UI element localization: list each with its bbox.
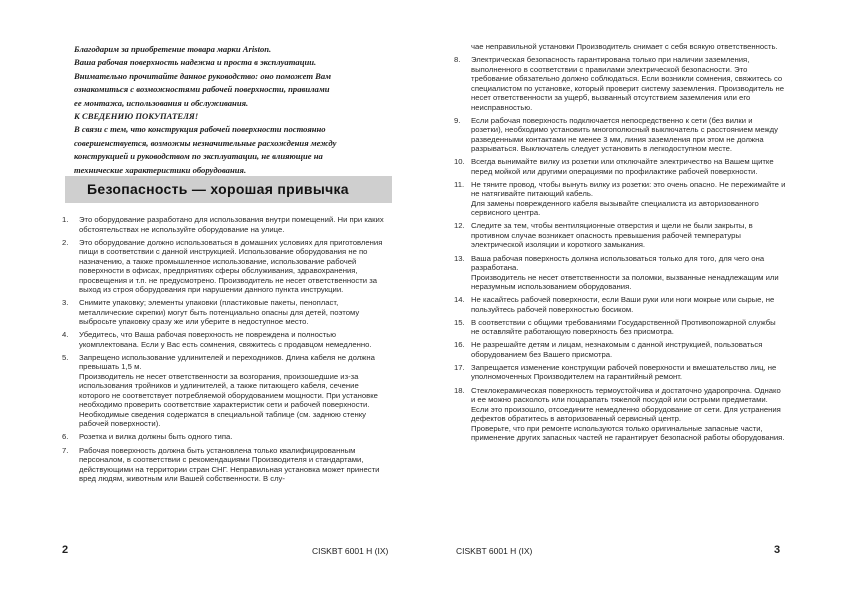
item-text: Не касайтесь рабочей поверхности, если Ваши руки или ноги мокрые или сырые, не пользуйтесь рабочей поверхностью босиком. bbox=[471, 295, 775, 314]
intro-line: ее монтажа, использования и обслуживания. bbox=[74, 97, 249, 108]
intro-line: ознакомиться с возможностями рабочей поверхности, правилами bbox=[74, 84, 330, 95]
item-text: Всегда вынимайте вилку из розетки или отключайте электричество на Вашем щитке перед мойкой или другими операциями по профилактике рабочей поверхности. bbox=[471, 157, 774, 176]
item-text: Запрещается изменение конструкции рабочей поверхности и вмешательство лиц, не уполномоченных Производителем на гарантийный ремонт. bbox=[471, 362, 777, 382]
safety-item bbox=[454, 318, 786, 337]
item-number: 15. bbox=[454, 317, 465, 327]
intro-paragraph bbox=[74, 43, 394, 110]
item-subtext: Производитель не несет ответственности за возгорания, произошедшие из-за использования тройников и удлинителей, а также питающего кабеля, сечение которого не соответствует потребляемой оборудованием мощности. При установке необходимо проверить соответствие характеристик сети и рабочей поверхности. Необходимые сведения содержатся в специальной таблице (см. заднюю стенку рабочей поверхности). bbox=[79, 371, 378, 429]
model-label-left: CISKBT 6001 H (IX) bbox=[312, 546, 389, 556]
item-text: Электрическая безопасность гарантирована только при наличии заземления, выполненного в соответствии с правилами электрической безопасности. Это требование обязательно должно соблюдаться. Если возникли сомнения, свяжитесь со специалистом по установке, который проверит систему заземления. Производитель не несет ответственности за ущерб, вызванный отсутствием заземления или его неисправностью. bbox=[471, 55, 785, 112]
item-number: 3. bbox=[62, 298, 69, 308]
safety-item bbox=[454, 254, 786, 292]
safety-list-right bbox=[454, 42, 786, 446]
intro-line: Благодарим за приобретение товара марки Ariston. bbox=[74, 44, 272, 54]
right-page bbox=[421, 0, 842, 595]
safety-item bbox=[454, 363, 786, 382]
item-number: 9. bbox=[454, 115, 461, 125]
safety-item bbox=[454, 386, 786, 443]
safety-item bbox=[62, 432, 388, 442]
safety-item bbox=[62, 446, 388, 484]
intro-line: совершенствуется, возможны незначительные расхождения между bbox=[74, 137, 337, 148]
item-text: В соответствии с общими требованиями Государственной Противопожарной службы не оставляйте работающую поверхность без присмотра. bbox=[471, 317, 776, 337]
item-text: Не разрешайте детям и лицам, незнакомым с данной инструкцией, пользоваться оборудованием без Вашего присмотра. bbox=[471, 340, 763, 359]
safety-item bbox=[454, 42, 786, 52]
intro-block bbox=[74, 43, 394, 177]
item-text: Если рабочая поверхность подключается непосредственно к сети (без вилки и розетки), необходимо установить многополюсный выключатель с расстоянием между разведенными контактами не менее 3 мм, линия заземления при этом не должна разрываться. Выключатель следует установить в легкодоступном месте. bbox=[471, 115, 778, 154]
item-number: 12. bbox=[454, 221, 465, 231]
item-number: 2. bbox=[62, 237, 69, 247]
model-label-right: CISKBT 6001 H (IX) bbox=[456, 546, 533, 556]
item-text: Это оборудование разработано для использования внутри помещений. Ни при каких обстоятельствах не используйте оборудование на улице. bbox=[79, 215, 384, 234]
item-number: 11. bbox=[454, 179, 465, 189]
item-number: 8. bbox=[454, 55, 461, 65]
intro-line: Внимательно прочитайте данное руководство: оно поможет Вам bbox=[74, 70, 332, 81]
item-text: Запрещено использование удлинителей и переходников. Длина кабеля не должна превышать 1,5 м. bbox=[79, 352, 375, 372]
intro-notice bbox=[74, 123, 394, 177]
safety-item bbox=[62, 330, 388, 349]
item-number: 7. bbox=[62, 445, 69, 455]
safety-item bbox=[62, 215, 388, 234]
item-number: 10. bbox=[454, 157, 465, 167]
page-number-left: 2 bbox=[62, 544, 69, 556]
item-text: Следите за тем, чтобы вентиляционные отверстия и щели не были закрыты, в противном случае возникает опасность превышения рабочей температуры электрической изоляции и короткого замыкания. bbox=[471, 221, 753, 250]
item-number: 17. bbox=[454, 362, 465, 372]
item-text: чае неправильной установки Производитель снимает с себя всякую ответственность. bbox=[471, 42, 778, 51]
safety-item bbox=[454, 180, 786, 218]
item-number: 4. bbox=[62, 330, 69, 340]
safety-item bbox=[62, 353, 388, 429]
item-subtext: Производитель не несет ответственности за поломки, вызванные ненадлежащим или неразумным использованием оборудования. bbox=[471, 272, 779, 292]
item-number: 1. bbox=[62, 215, 69, 224]
item-text: Розетка и вилка должны быть одного типа. bbox=[79, 432, 233, 442]
section-title: Безопасность — хорошая привычка bbox=[65, 176, 392, 203]
intro-line: В связи с тем, что конструкция рабочей поверхности постоянно bbox=[74, 124, 326, 135]
intro-heading: К СВЕДЕНИЮ ПОКУПАТЕЛЯ! bbox=[74, 111, 199, 122]
safety-item bbox=[454, 55, 786, 112]
item-text: Стеклокерамическая поверхность термоустойчива и достаточно ударопрочна. Однако и ее можно расколоть или поцарапать тяжелой посудой или острыми предметами. Если это произошло, отсоедините немедленно оборудование от сети. Для устранения дефектов обратитесь в авторизованный сервисный центр. bbox=[471, 385, 781, 424]
page-number-right: 3 bbox=[774, 544, 781, 556]
item-text: Не тяните провод, чтобы вынуть вилку из розетки: это очень опасно. Не пережимайте и не натягивайте питающий кабель. bbox=[471, 179, 786, 199]
item-number: 16. bbox=[454, 340, 465, 350]
item-number: 18. bbox=[454, 385, 465, 395]
item-number: 6. bbox=[62, 432, 69, 442]
safety-item bbox=[454, 157, 786, 176]
item-text: Это оборудование должно использоваться в домашних условиях для приготовления пищи в соответствии с данной инструкцией. Использование оборудования не по назначению, а также промышленное использование, использование рабочей поверхности в офисах, предприятиях сферы обслуживания, здравохранения, просвещения и т.п. не предусмотрено. Производитель не несет ответственности за выход из строя оборудования при нарушении данного пункта инструкции. bbox=[79, 237, 383, 295]
safety-list-left bbox=[62, 215, 388, 487]
item-subtext: Для замены поврежденного кабеля вызывайте специалиста из авторизованного сервисного центра. bbox=[471, 198, 759, 218]
intro-line: технические характеристики оборудования. bbox=[74, 164, 247, 175]
safety-item bbox=[454, 295, 786, 314]
item-number: 5. bbox=[62, 352, 69, 362]
item-subtext: Проверьте, что при ремонте используются только оригинальные запасные части, применение других запасных частей не гарантирует безопасной работы оборудования. bbox=[471, 423, 785, 443]
safety-item bbox=[62, 238, 388, 295]
intro-line: Ваша рабочая поверхность надежна и проста в эксплуатации. bbox=[74, 57, 317, 68]
item-text: Рабочая поверхность должна быть установлена только квалифицированным персоналом, в соответствии с рекомендациями Производителя и стандартами, действующими на территории стран СНГ. Неправильная установка может принести вред людям, животным или Вашей собственности. В слу- bbox=[79, 445, 380, 484]
safety-item bbox=[454, 340, 786, 359]
intro-line: конструкцией и руководством по эксплуатации, не влияющие на bbox=[74, 151, 323, 162]
safety-item bbox=[62, 298, 388, 327]
item-number: 13. bbox=[454, 253, 465, 263]
item-text: Снимите упаковку; элементы упаковки (пластиковые пакеты, пенопласт, металлические скрепки) могут быть потенциально опасны для детей, поэтому выбросьте упаковку сразу же или уберите в недоступное место. bbox=[79, 298, 360, 327]
item-text: Ваша рабочая поверхность должна использоваться только для того, для чего она разработана. bbox=[471, 253, 765, 273]
safety-item bbox=[454, 221, 786, 250]
item-text: Убедитесь, что Ваша рабочая поверхность не повреждена и полностью укомплектована. Если у Вас есть сомнения, свяжитесь с продавцом немедленно. bbox=[79, 330, 372, 349]
item-number: 14. bbox=[454, 295, 465, 305]
safety-item bbox=[454, 116, 786, 154]
